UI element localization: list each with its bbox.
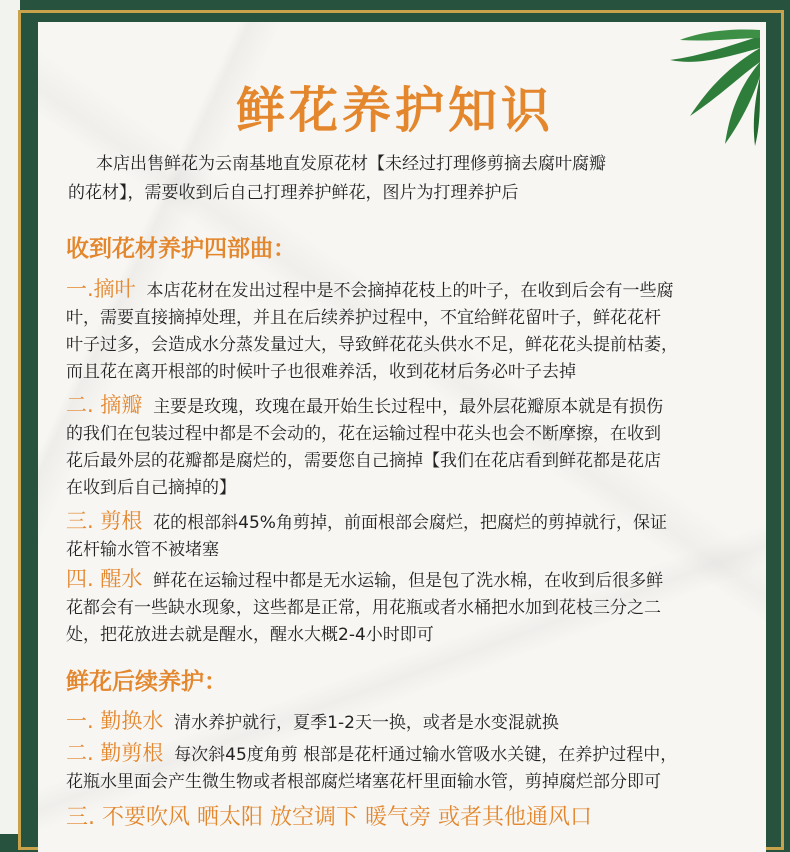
step-text: 清水养护就行，夏季1-2天一换，或者是水变混就换 [174,713,559,733]
step-label: 二. 勤剪根 [66,741,164,765]
step-text: 花的根部斜45%角剪掉，前面根部会腐烂，把腐烂的剪掉就行，保证 [153,513,667,533]
step-text: 花杆输水管不被堵塞 [66,540,219,560]
step-hydrate [66,566,736,649]
step-label: 一. 勤换水 [66,709,164,733]
step-text: 在收到后自己摘掉的】 [66,478,236,498]
step-text: 花都会有一些缺水现象，这些都是正常，用花瓶或者水桶把水加到花枝三分之二 [66,598,661,618]
step-cut-roots [66,508,736,564]
care-trim-roots [66,740,736,796]
step-text: 而且花在离开根部的时候叶子也很难养活，收到花材后务必叶子去掉 [66,362,576,382]
step-remove-leaves [66,276,736,386]
step-text: 花瓶水里面会产生微生物或者根部腐烂堵塞花杆里面输水管，剪掉腐烂部分即可 [66,772,661,792]
step-text: 叶子过多，会造成水分蒸发量过大，导致鲜花花头供水不足，鲜花花头提前枯萎， [66,335,678,355]
step-text: 花后最外层的花瓣都是腐烂的，需要您自己摘掉【我们在花店看到鲜花都是花店 [66,451,661,471]
step-label: 三. 剪根 [66,509,143,533]
intro-text [68,150,728,208]
step-text: 鲜花在运输过程中都是无水运输，但是包了洗水棉，在收到后很多鲜 [153,571,664,591]
step-label: 四. 醒水 [66,567,143,591]
step-text: 处，把花放进去就是醒水，醒水大概2-4小时即可 [66,625,434,645]
intro-line-1: 本店出售鲜花为云南基地直发原花材【未经过打理修剪摘去腐叶腐瓣 [96,154,606,174]
step-text: 叶，需要直接摘掉处理，并且在后续养护过程中，不宜给鲜花留叶子，鲜花花杆 [66,308,661,328]
care-avoid-wind-sun: 三. 不要吹风 晒太阳 放空调下 暖气旁 或者其他通风口 [66,805,592,830]
section-heading-four-steps: 收到花材养护四部曲： [66,236,296,262]
step-label: 二. 摘瓣 [66,393,143,417]
step-remove-petals [66,392,736,502]
step-text: 每次斜45度角剪 根部是花杆通过输水管吸水关键，在养护过程中， [174,745,678,765]
step-text: 本店花材在发出过程中是不会摘掉花枝上的叶子，在收到后会有一些腐 [146,281,674,301]
step-text: 主要是玫瑰，玫瑰在最开始生长过程中，最外层花瓣原本就是有损伤 [153,397,664,417]
step-label: 一.摘叶 [66,277,136,301]
intro-line-2: 的花材】，需要收到后自己打理养护鲜花，图片为打理养护后 [68,183,519,203]
page-title: 鲜花养护知识 [235,82,554,139]
step-text: 的我们在包装过程中都是不会动的，花在运输过程中花头也会不断摩擦，在收到 [66,424,661,444]
section-heading-aftercare: 鲜花后续养护： [66,669,227,695]
care-change-water [66,708,736,737]
